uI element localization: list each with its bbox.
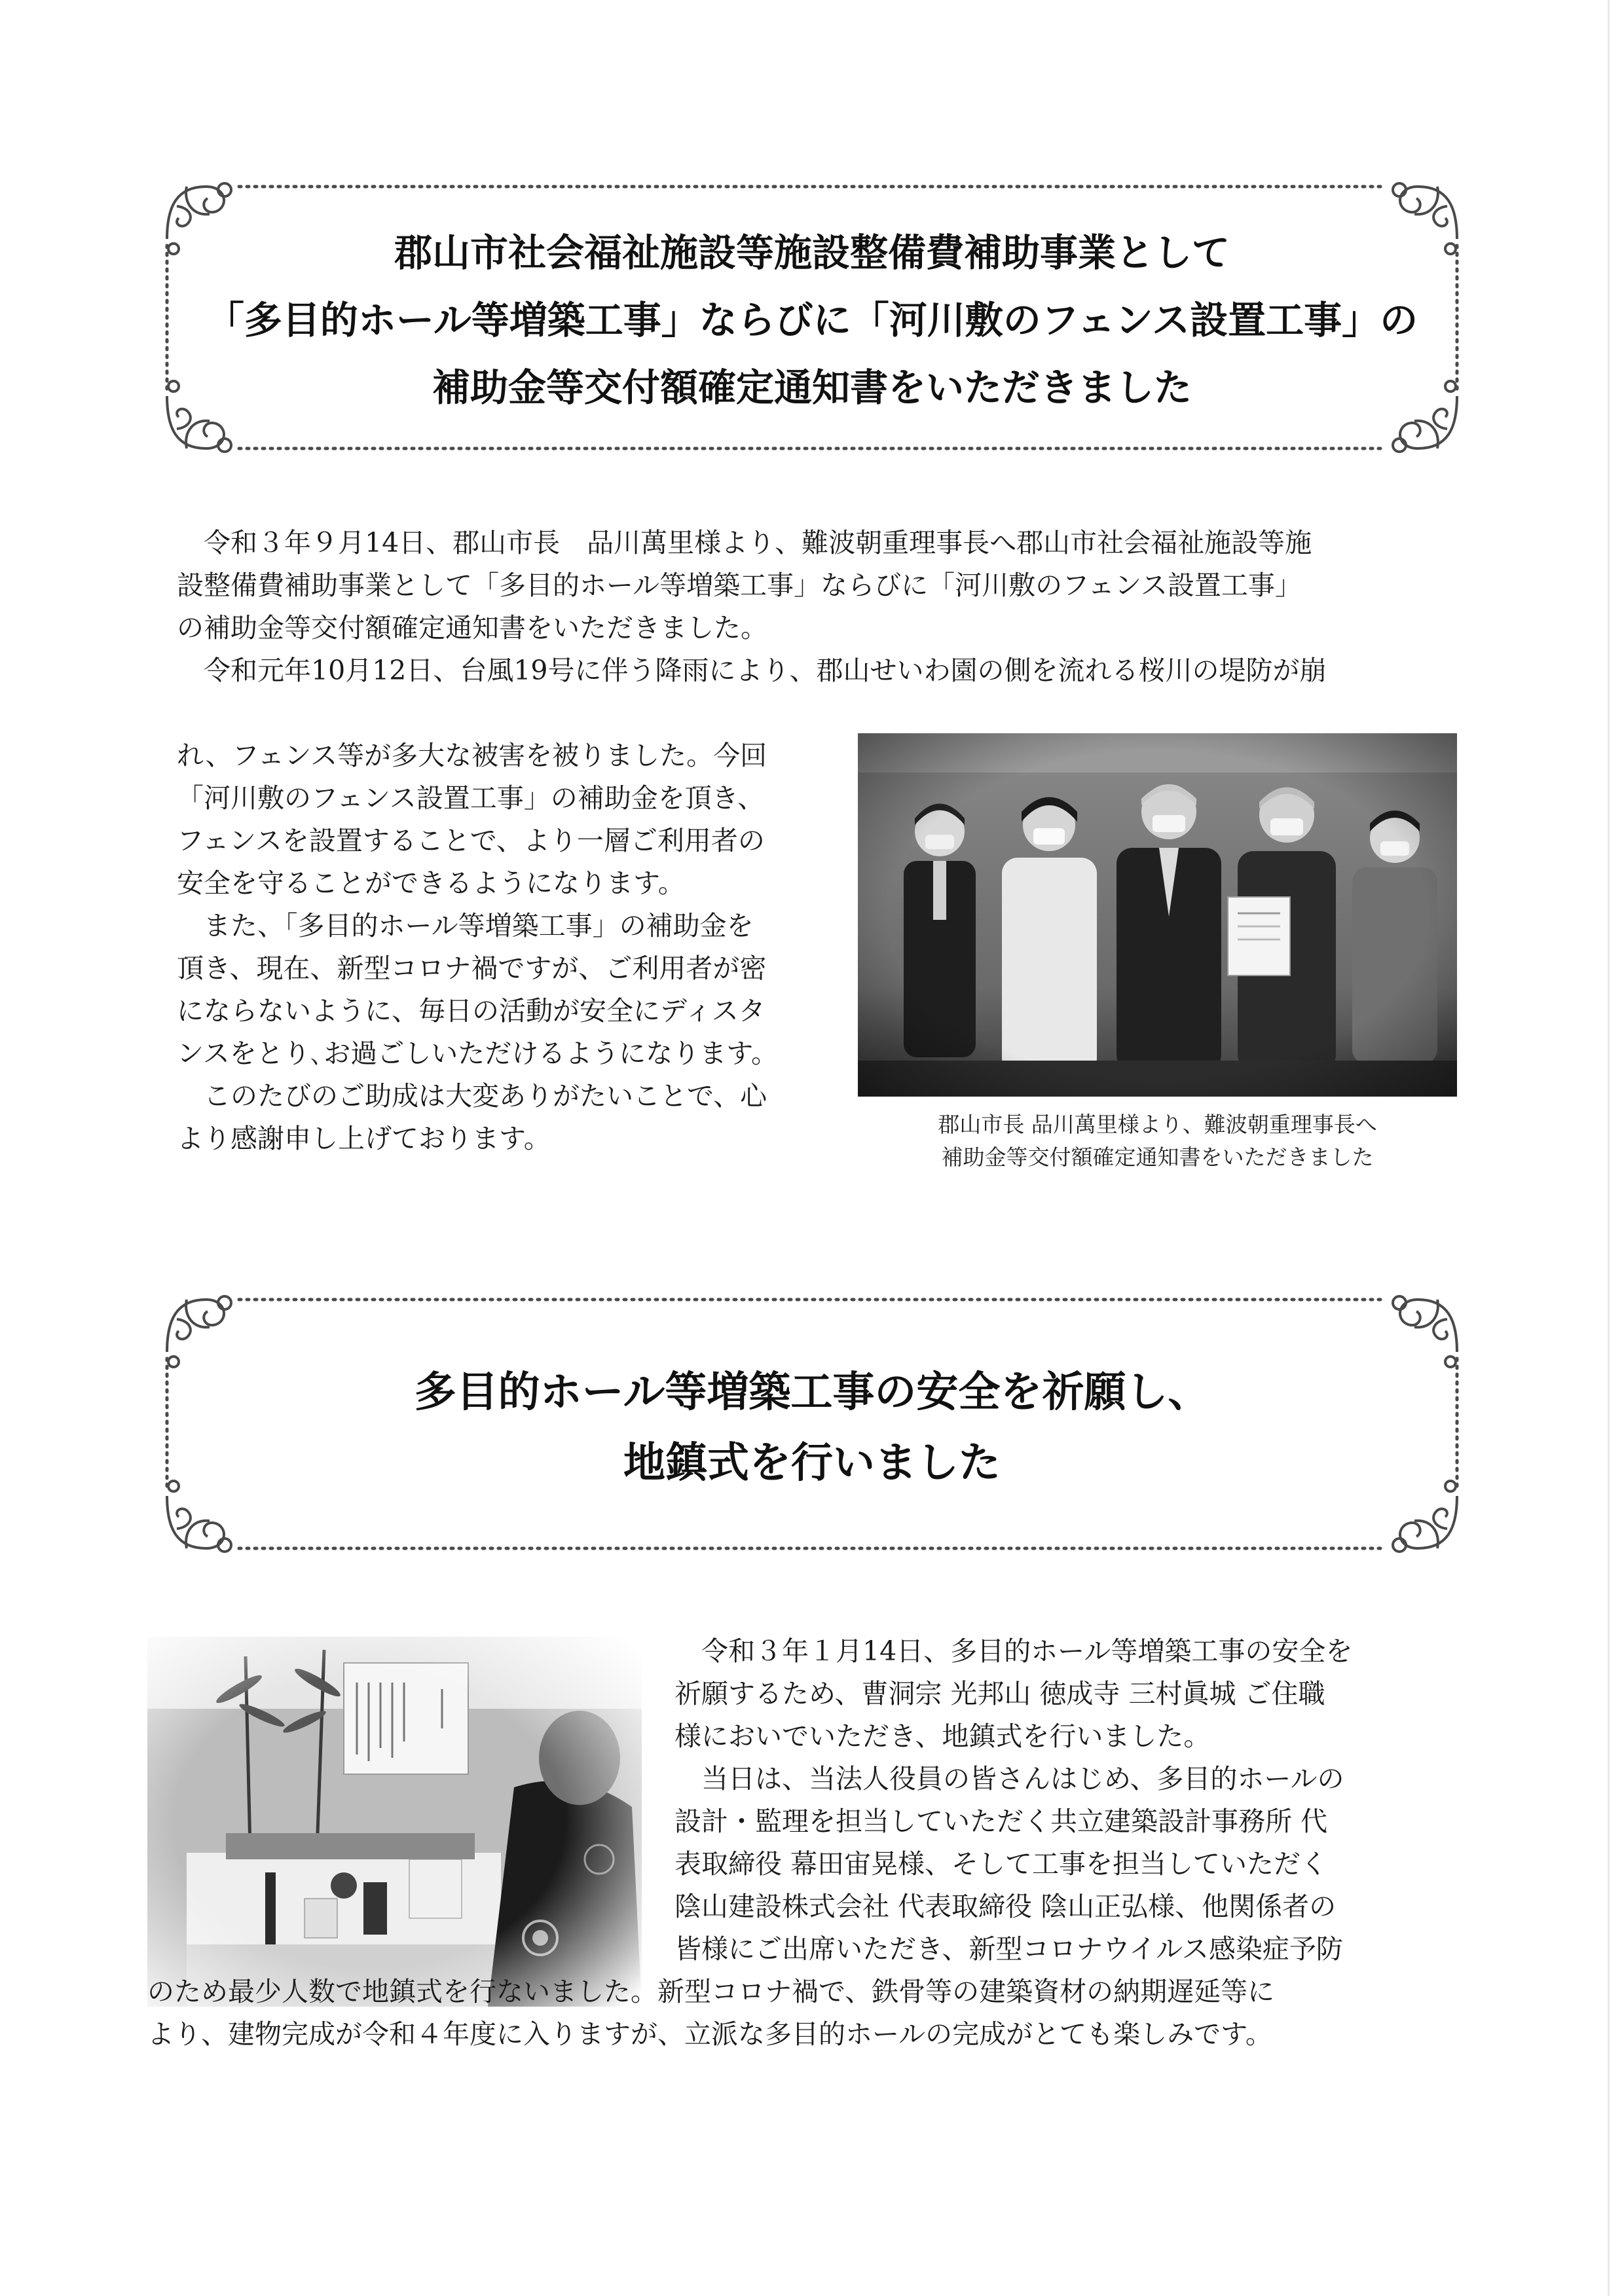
section2-title-frame [147,1280,1477,1568]
text-line: このたびのご助成は大変ありがたいことで、心 [204,1080,767,1112]
text-line: 祈願するため、曹洞宗 光邦山 徳成寺 三村眞城 ご住職 [674,1678,1325,1709]
group-photo [858,733,1457,1097]
text-line: 陰山建設株式会社 代表取締役 陰山正弘様、他関係者の [674,1891,1337,1922]
text-line: より、建物完成が令和４年度に入りますが、立派な多目的ホールの完成がとても楽しみです。 [147,2018,1272,2050]
caption-line: 郡山市長 品川萬里様より、難波朝重理事長へ [938,1112,1377,1137]
ceremony-photo [147,1637,642,2007]
text-line: にならないように、毎日の活動が安全にディスタ [177,995,766,1027]
text-line: 設計・監理を担当していただく共立建築設計事務所 代 [674,1806,1328,1837]
text-line: より感謝申し上げております。 [177,1123,551,1154]
text-line: 令和３年１月14日、多目的ホール等増築工事の安全を [701,1635,1353,1667]
text-line: また、「多目的ホール等増築工事」の補助金を [204,910,754,941]
text-line: 様においでいただき、地鎮式を行いました。 [674,1721,1211,1752]
section2-title [200,1357,1424,1499]
scan-edge-line [1608,0,1610,2296]
text-line: 設整備費補助事業として「多目的ホール等増築工事」ならびに「河川敷のフェンス設置工事」 [177,570,1302,601]
section1-title [200,219,1424,422]
text-line: のため最少人数で地鎮式を行ないました。新型コロナ禍で、鉄骨等の建築資材の納期遅延等に [147,1976,1275,2007]
text-line: 頂き、現在、新型コロナ禍ですが、ご利用者が密 [177,953,767,984]
text-line: 「河川敷のフェンス設置工事」の補助金を頂き、 [177,782,765,814]
title-line: 補助金等交付額確定通知書をいただきました [432,365,1192,410]
title-line: 地鎮式を行いました [623,1439,1001,1487]
title-line: 郡山市社会福祉施設等施設整備費補助事業として [394,230,1230,275]
text-line: れ、フェンス等が多大な被害を被りました。今回 [177,740,767,771]
section2-closing-paragraph [147,1971,1464,2056]
group-photo-caption [845,1108,1470,1174]
text-line: ンスをとり､お過ごしいただけるようになります。 [177,1038,778,1069]
text-line: の補助金等交付額確定通知書をいただきました。 [177,612,767,644]
text-line: 皆様にご出席いただき、新型コロナウイルス感染症予防 [674,1933,1343,1965]
text-line: 当日は、当法人役員の皆さんはじめ、多目的ホールの [701,1763,1344,1795]
section1-intro-paragraph [177,522,1460,692]
section2-side-paragraph [674,1630,1460,1971]
section1-title-frame [147,167,1477,468]
section1-side-paragraph [177,735,832,1160]
text-line: 令和元年10月12日、台風19号に伴う降雨により、郡山せいわ園の側を流れる桜川の堤防が崩 [204,655,1327,686]
text-line: フェンスを設置することで、より一層ご利用者の [177,825,765,856]
text-line: 表取締役 幕田宙晃様、そして工事を担当していただく [674,1848,1328,1880]
title-line: 「多目的ホール等増築工事」ならびに「河川敷のフェンス設置工事」の [206,298,1418,342]
text-line: 令和３年９月14日、郡山市長 品川萬里様より、難波朝重理事長へ郡山市社会福祉施設等施 [204,527,1312,558]
caption-line: 補助金等交付額確定通知書をいただきました [941,1144,1374,1170]
title-line: 多目的ホール等増築工事の安全を祈願し、 [414,1368,1210,1417]
text-line: 安全を守ることができるようになります。 [177,867,685,899]
